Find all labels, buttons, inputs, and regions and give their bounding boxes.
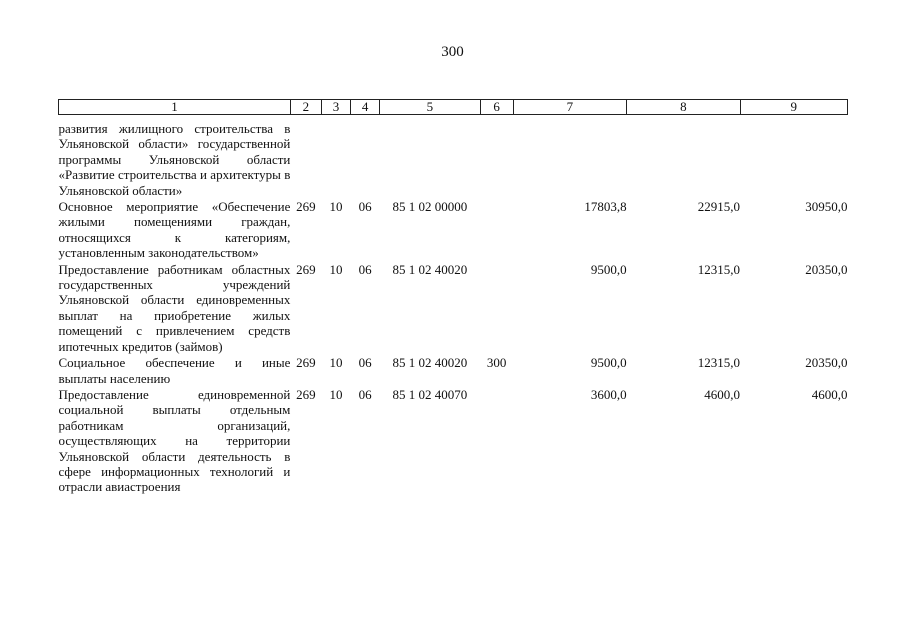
cell-amount-7: 9500,0: [590, 355, 627, 371]
cell-amount-9: [740, 115, 847, 199]
column-header: 4: [351, 100, 380, 115]
cell-target-code: [380, 115, 480, 199]
page-number: 300: [441, 44, 464, 60]
cell-expense-type: [480, 198, 513, 261]
row-description: Социальное обеспечение и иные выплаты населению: [58, 355, 291, 386]
column-header: 7: [513, 100, 626, 115]
budget-table: [58, 99, 848, 495]
cell-target-code: 85 1 02 40020: [392, 355, 468, 371]
cell-section: 10: [329, 199, 343, 215]
cell-amount-8: 12315,0: [697, 261, 741, 277]
cell-subsection: 06: [358, 261, 372, 277]
table-header-row: [59, 100, 848, 115]
row-description: Предоставление единовременной социальной выплаты отдельным работникам организаций, осуществляющих на территории Ульяновской области деятельность в сфере информационных технологий и отрасли авиастроения: [58, 386, 291, 495]
column-header: 8: [627, 100, 740, 115]
cell-amount-7: 3600,0: [590, 386, 627, 402]
cell-amount-9: 4600,0: [811, 386, 848, 402]
table-row: [59, 115, 848, 199]
cell-expense-type: 300: [486, 355, 507, 371]
row-description: Основное мероприятие «Обеспечение жилыми помещениями граждан, относящихся к категориям, установленным законодательством»: [58, 199, 291, 261]
table-row: [59, 261, 848, 354]
cell-amount-7: 9500,0: [590, 261, 627, 277]
table-row: [59, 386, 848, 495]
cell-target-code: 85 1 02 40070: [392, 386, 468, 402]
cell-subsection: 06: [358, 386, 372, 402]
cell-amount-9: 20350,0: [805, 261, 848, 277]
cell-subsection: 06: [358, 199, 372, 215]
cell-amount-7: [513, 115, 626, 199]
cell-amount-8: [627, 115, 740, 199]
cell-target-code: 85 1 02 00000: [392, 199, 468, 215]
cell-ministry: 269: [296, 386, 316, 402]
table-row: [59, 354, 848, 386]
column-header: 6: [480, 100, 513, 115]
cell-amount-8: 22915,0: [697, 199, 741, 215]
column-header: 1: [59, 100, 291, 115]
cell-amount-8: 12315,0: [697, 355, 741, 371]
cell-ministry: 269: [296, 199, 316, 215]
cell-section: 10: [329, 261, 343, 277]
column-header: 2: [290, 100, 321, 115]
cell-ministry: [290, 115, 321, 199]
table-row: [59, 198, 848, 261]
cell-target-code: 85 1 02 40020: [392, 261, 468, 277]
row-description: развития жилищного строительства в Ульяновской области» государственной программы Ульяновской области «Развитие строительства и архитектуры в Ульяновской области»: [58, 121, 291, 198]
column-header: 5: [380, 100, 480, 115]
cell-section: 10: [329, 355, 343, 371]
cell-amount-9: 30950,0: [805, 199, 848, 215]
cell-amount-8: 4600,0: [704, 386, 741, 402]
cell-expense-type: [480, 386, 513, 495]
cell-section: [321, 115, 350, 199]
row-description: Предоставление работникам областных государственных учреждений Ульяновской области единовременных выплат на приобретение жилых помещений с привлечением средств ипотечных кредитов (займов): [58, 261, 291, 354]
column-header: 9: [740, 100, 847, 115]
column-header: 3: [321, 100, 350, 115]
cell-subsection: 06: [358, 355, 372, 371]
cell-section: 10: [329, 386, 343, 402]
cell-expense-type: [480, 115, 513, 199]
cell-expense-type: [480, 261, 513, 354]
cell-ministry: 269: [296, 355, 316, 371]
cell-subsection: [351, 115, 380, 199]
cell-ministry: 269: [296, 261, 316, 277]
cell-amount-7: 17803,8: [584, 199, 627, 215]
cell-amount-9: 20350,0: [805, 355, 848, 371]
